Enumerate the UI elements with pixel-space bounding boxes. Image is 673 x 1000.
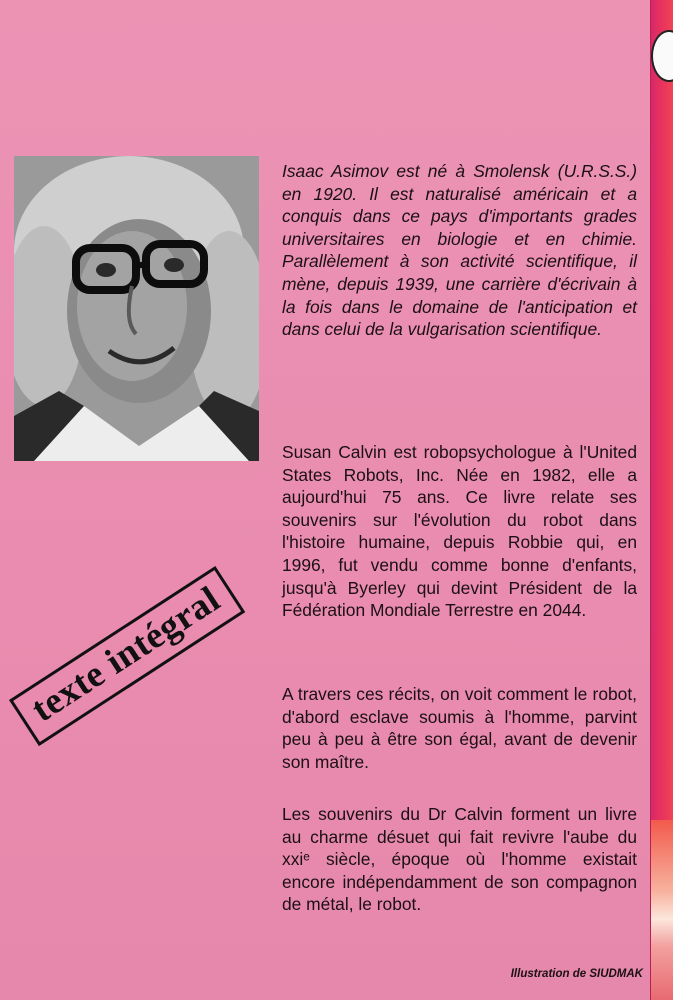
book-spine-edge: [650, 0, 673, 1000]
spine-illustration: [651, 820, 673, 1000]
publisher-logo: [651, 30, 673, 82]
author-bio: Isaac Asimov est né à Smolensk (U.R.S.S.) en 1920. Il est naturalisé américain et a conquis dans ce pays d'importants grades universitaires en biologie et en chimie. Parallèlement à son activité scientifique, il mène, depuis 1939, une carrière d'écrivain à la fois dans le domaine de l'anticipation et dans celui de la vulgarisation scientifique.: [282, 161, 637, 340]
synopsis-paragraph: Susan Calvin est robopsychologue à l'United States Robots, Inc. Née en 1982, elle a aujourd'hui 75 ans. Ce livre relate ses souvenirs sur l'évolution du robot dans l'histoire humaine, depuis Robbie qui, en 1996, fut vendu comme bonne d'enfants, jusqu'à Byerley qui devint Président de la Fédération Mondiale Terrestre en 2044.: [282, 442, 637, 621]
texte-integral-stamp: texte intégral: [9, 566, 245, 746]
synopsis-paragraph: A travers ces récits, on voit comment le robot, d'abord esclave soumis à l'homme, parvint peu à peu à être son égal, avant de devenir son maître.: [282, 684, 637, 772]
synopsis-paragraph: Les souvenirs du Dr Calvin forment un livre au charme désuet qui fait revivre l'aube du xxiᵉ siècle, époque où l'homme existait encore indépendamment de son compagnon de métal, le robot.: [282, 804, 637, 915]
author-photo: [14, 156, 259, 461]
illustration-credit: Illustration de SIUDMAK: [510, 968, 643, 980]
